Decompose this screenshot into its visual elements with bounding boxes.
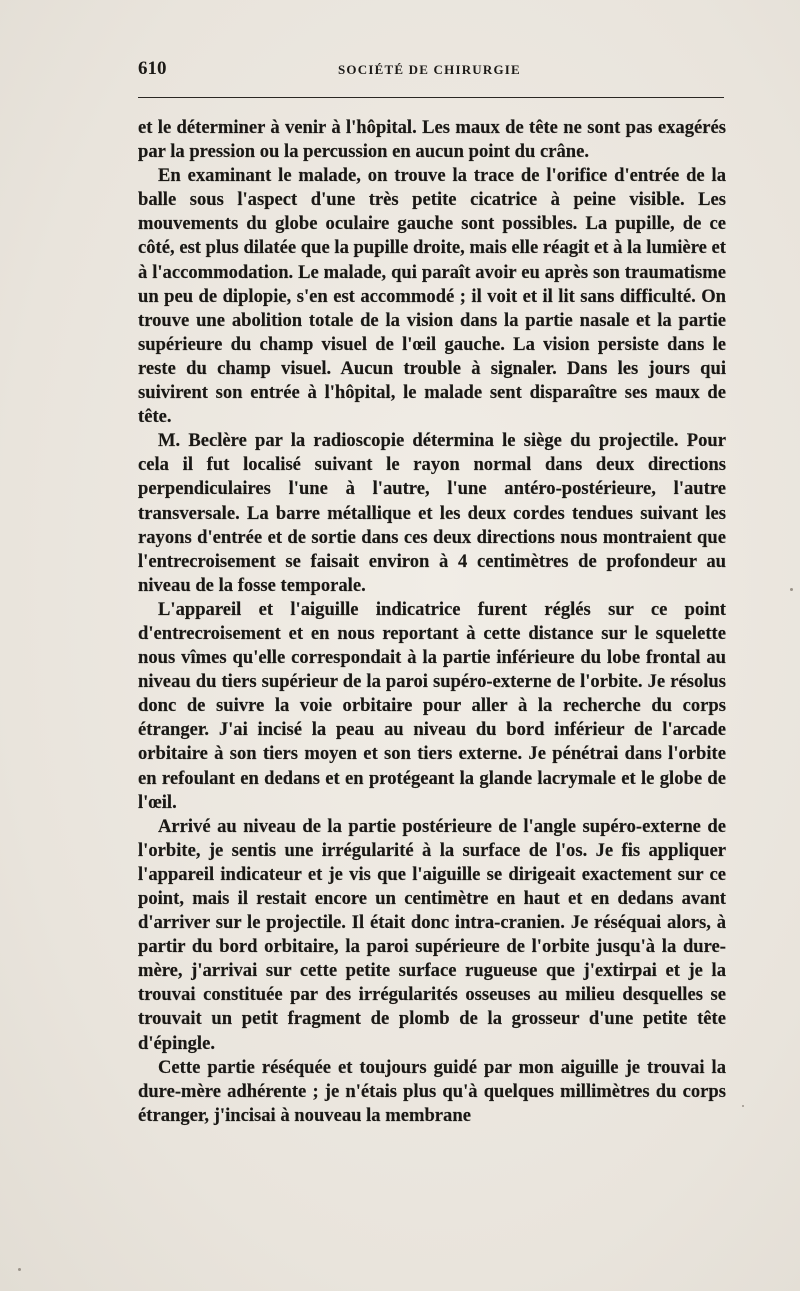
paragraph: Cette partie réséquée et toujours guidé par mon aiguille je trouvai la dure-mère adhérente ; je n'étais plus qu'à quelques millimètres du corps étranger, j'incisai à nouveau la membrane	[138, 1056, 726, 1126]
paragraph: Arrivé au niveau de la partie postérieure de l'angle supéro-externe de l'orbite, je sentis une irrégularité à la surface de l'os. Je fis appliquer l'appareil indicateur et je vis que l'aiguille se dirigeait exactement sur ce point, mais il restait encore un centimètre en haut et en dedans avant d'arriver sur le projectile. Il était donc intra-cranien. Je réséquai alors, à partir du bord orbitaire, la paroi supérieure de l'orbite jusqu'à la dure-mère, j'arrivai sur cette petite surface rugueuse que j'extirpai et je la trouvai constituée par des irrégularités osseuses au milieu desquelles se trouvait un petit fragment de plomb de la grosseur d'une petite tête d'épingle.	[138, 815, 726, 1054]
header-rule	[138, 97, 724, 98]
page-number: 610	[138, 58, 167, 79]
paper-speck	[18, 1268, 21, 1271]
paper-speck	[790, 588, 793, 591]
paragraph: En examinant le malade, on trouve la trace de l'orifice d'entrée de la balle sous l'aspect d'une très petite cicatrice à peine visible. Les mouvements du globe oculaire gauche sont possibles. La pupille, de ce côté, est plus dilatée que la pupille droite, mais elle réagit et à la lumière et à l'accommodation. Le malade, qui paraît avoir eu après son traumatisme un peu de diplopie, s'en est accommodé ; il voit et il lit sans difficulté. On trouve une abolition totale de la vision dans la partie nasale et la partie supérieure du champ visuel de l'œil gauche. La vision persiste dans le reste du champ visuel. Aucun trouble à signaler. Dans les jours qui suivirent son entrée à l'hôpital, le malade sent disparaître ses maux de tête.	[138, 165, 726, 428]
paragraph: L'appareil et l'aiguille indicatrice furent réglés sur ce point d'entrecroisement et en nous reportant à cette distance sur le squelette nous vîmes qu'elle correspondait à la partie inférieure du lobe frontal au niveau du tiers supérieur de la paroi supéro-externe de l'orbite. Je résolus donc de suivre la voie orbitaire pour aller à la recherche du corps étranger. J'ai incisé la peau au niveau du bord inférieur de l'arcade orbitaire à son tiers moyen et son tiers externe. Je pénétrai dans l'orbite en refoulant en dedans et en protégeant la glande lacrymale et le globe de l'œil.	[138, 598, 726, 813]
paragraph: M. Beclère par la radioscopie détermina le siège du projectile. Pour cela il fut localisé suivant le rayon normal dans deux directions perpendiculaires l'une à l'autre, l'une antéro-postérieure, l'autre transversale. La barre métallique et les deux cordes tendues suivant les rayons d'entrée et de sortie dans ces deux directions nous montraient que l'entrecroisement se faisait environ à 4 centimètres de profondeur au niveau de la fosse temporale.	[138, 430, 726, 596]
body-text	[138, 116, 726, 1128]
paragraph-continued: et le déterminer à venir à l'hôpital. Les maux de tête ne sont pas exagérés par la pression ou la percussion en aucun point du crâne.	[138, 117, 726, 163]
paper-speck	[742, 1105, 744, 1107]
journal-title: SOCIÉTÉ DE CHIRURGIE	[338, 62, 521, 77]
running-head	[138, 52, 726, 92]
